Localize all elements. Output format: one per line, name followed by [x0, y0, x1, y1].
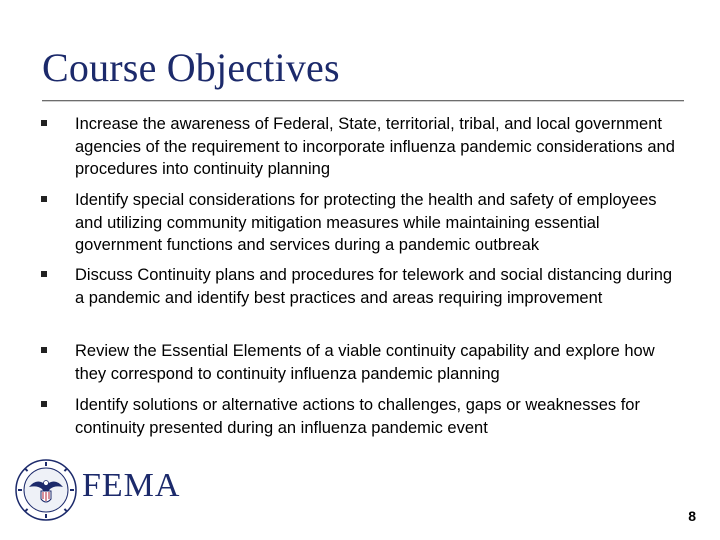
- bullet-icon: [41, 120, 47, 126]
- objective-text: Identify solutions or alternative actions to challenges, gaps or weaknesses for continuity presented during an influenza pandemic event: [75, 396, 640, 437]
- bullet-icon: [41, 401, 47, 407]
- objective-text: Identify special considerations for protecting the health and safety of employees and utilizing community mitigation measures while maintaining essential government functions and services during a pandemic outbreak: [75, 191, 657, 254]
- slide-title: Course Objectives: [42, 45, 340, 90]
- fema-wordmark: FEMA: [82, 467, 181, 504]
- bullet-icon: [41, 196, 47, 202]
- objective-text: Increase the awareness of Federal, State, territorial, tribal, and local government agencies of the requirement to incorporate influenza pandemic considerations and procedures into continuity planning: [75, 115, 675, 178]
- dhs-seal-icon: [15, 459, 77, 521]
- objective-text: Discuss Continuity plans and procedures for telework and social distancing during a pandemic and identify best practices and areas requiring improvement: [75, 266, 673, 307]
- bullet-icon: [41, 347, 47, 353]
- page-number: 8: [688, 508, 696, 524]
- objective-text: Review the Essential Elements of a viable continuity capability and explore how they correspond to continuity influenza pandemic planning: [75, 342, 655, 383]
- bullet-icon: [41, 271, 47, 277]
